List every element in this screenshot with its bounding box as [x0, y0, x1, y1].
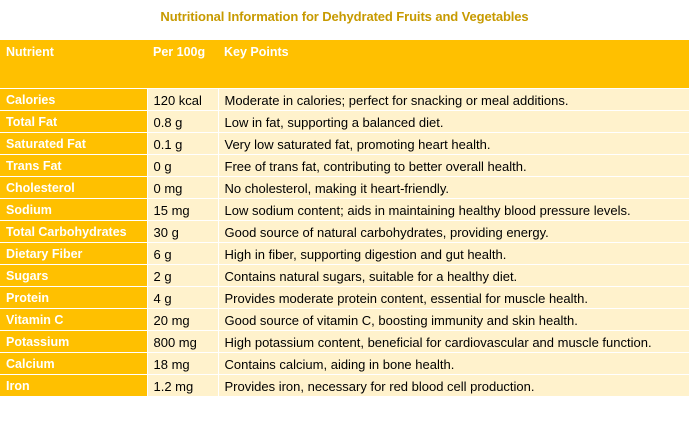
nutrient-name: Total Carbohydrates	[0, 221, 147, 243]
table-row	[0, 133, 689, 155]
nutrient-name: Calories	[0, 89, 147, 111]
nutrient-amount: 20 mg	[147, 309, 218, 331]
nutrient-key-point: Contains calcium, aiding in bone health.	[218, 353, 689, 375]
nutrient-key-point: Good source of natural carbohydrates, providing energy.	[218, 221, 689, 243]
nutrient-amount: 4 g	[147, 287, 218, 309]
nutrient-amount: 30 g	[147, 221, 218, 243]
table-row	[0, 243, 689, 265]
nutrient-name: Protein	[0, 287, 147, 309]
header-per-100g: Per 100g	[147, 40, 218, 89]
nutrient-name: Iron	[0, 375, 147, 397]
table-row	[0, 221, 689, 243]
nutrient-name: Saturated Fat	[0, 133, 147, 155]
nutrient-key-point: No cholesterol, making it heart-friendly.	[218, 177, 689, 199]
table-row	[0, 309, 689, 331]
nutrient-amount: 15 mg	[147, 199, 218, 221]
table-row	[0, 287, 689, 309]
table-row	[0, 375, 689, 397]
table-row	[0, 177, 689, 199]
nutrient-name: Vitamin C	[0, 309, 147, 331]
nutrient-amount: 1.2 mg	[147, 375, 218, 397]
nutrient-key-point: Provides iron, necessary for red blood cell production.	[218, 375, 689, 397]
nutrient-key-point: Good source of vitamin C, boosting immunity and skin health.	[218, 309, 689, 331]
nutrient-amount: 0 g	[147, 155, 218, 177]
nutrient-name: Sodium	[0, 199, 147, 221]
nutrient-key-point: Very low saturated fat, promoting heart health.	[218, 133, 689, 155]
nutrient-amount: 120 kcal	[147, 89, 218, 111]
table-row	[0, 155, 689, 177]
nutrient-amount: 18 mg	[147, 353, 218, 375]
nutrient-key-point: Low sodium content; aids in maintaining healthy blood pressure levels.	[218, 199, 689, 221]
nutrient-key-point: High in fiber, supporting digestion and gut health.	[218, 243, 689, 265]
nutrient-key-point: Moderate in calories; perfect for snacking or meal additions.	[218, 89, 689, 111]
table-row	[0, 111, 689, 133]
table-body	[0, 89, 689, 397]
table-row	[0, 331, 689, 353]
nutrient-amount: 6 g	[147, 243, 218, 265]
nutrient-key-point: High potassium content, beneficial for cardiovascular and muscle function.	[218, 331, 689, 353]
table-header-row	[0, 40, 689, 89]
nutrient-key-point: Contains natural sugars, suitable for a healthy diet.	[218, 265, 689, 287]
nutrient-name: Calcium	[0, 353, 147, 375]
page-title: Nutritional Information for Dehydrated Fruits and Vegetables	[160, 9, 529, 24]
table-row	[0, 265, 689, 287]
header-nutrient: Nutrient	[0, 40, 147, 89]
nutrient-name: Total Fat	[0, 111, 147, 133]
nutrient-amount: 800 mg	[147, 331, 218, 353]
nutrition-table	[0, 40, 689, 397]
nutrient-name: Trans Fat	[0, 155, 147, 177]
nutrient-name: Cholesterol	[0, 177, 147, 199]
table-row	[0, 353, 689, 375]
nutrient-amount: 0.8 g	[147, 111, 218, 133]
nutrient-amount: 0 mg	[147, 177, 218, 199]
table-row	[0, 89, 689, 111]
nutrient-amount: 2 g	[147, 265, 218, 287]
nutrient-key-point: Provides moderate protein content, essential for muscle health.	[218, 287, 689, 309]
nutrient-key-point: Low in fat, supporting a balanced diet.	[218, 111, 689, 133]
nutrient-amount: 0.1 g	[147, 133, 218, 155]
nutrient-key-point: Free of trans fat, contributing to better overall health.	[218, 155, 689, 177]
nutrient-name: Potassium	[0, 331, 147, 353]
header-key-points: Key Points	[218, 40, 689, 89]
nutrient-name: Sugars	[0, 265, 147, 287]
table-row	[0, 199, 689, 221]
nutrient-name: Dietary Fiber	[0, 243, 147, 265]
